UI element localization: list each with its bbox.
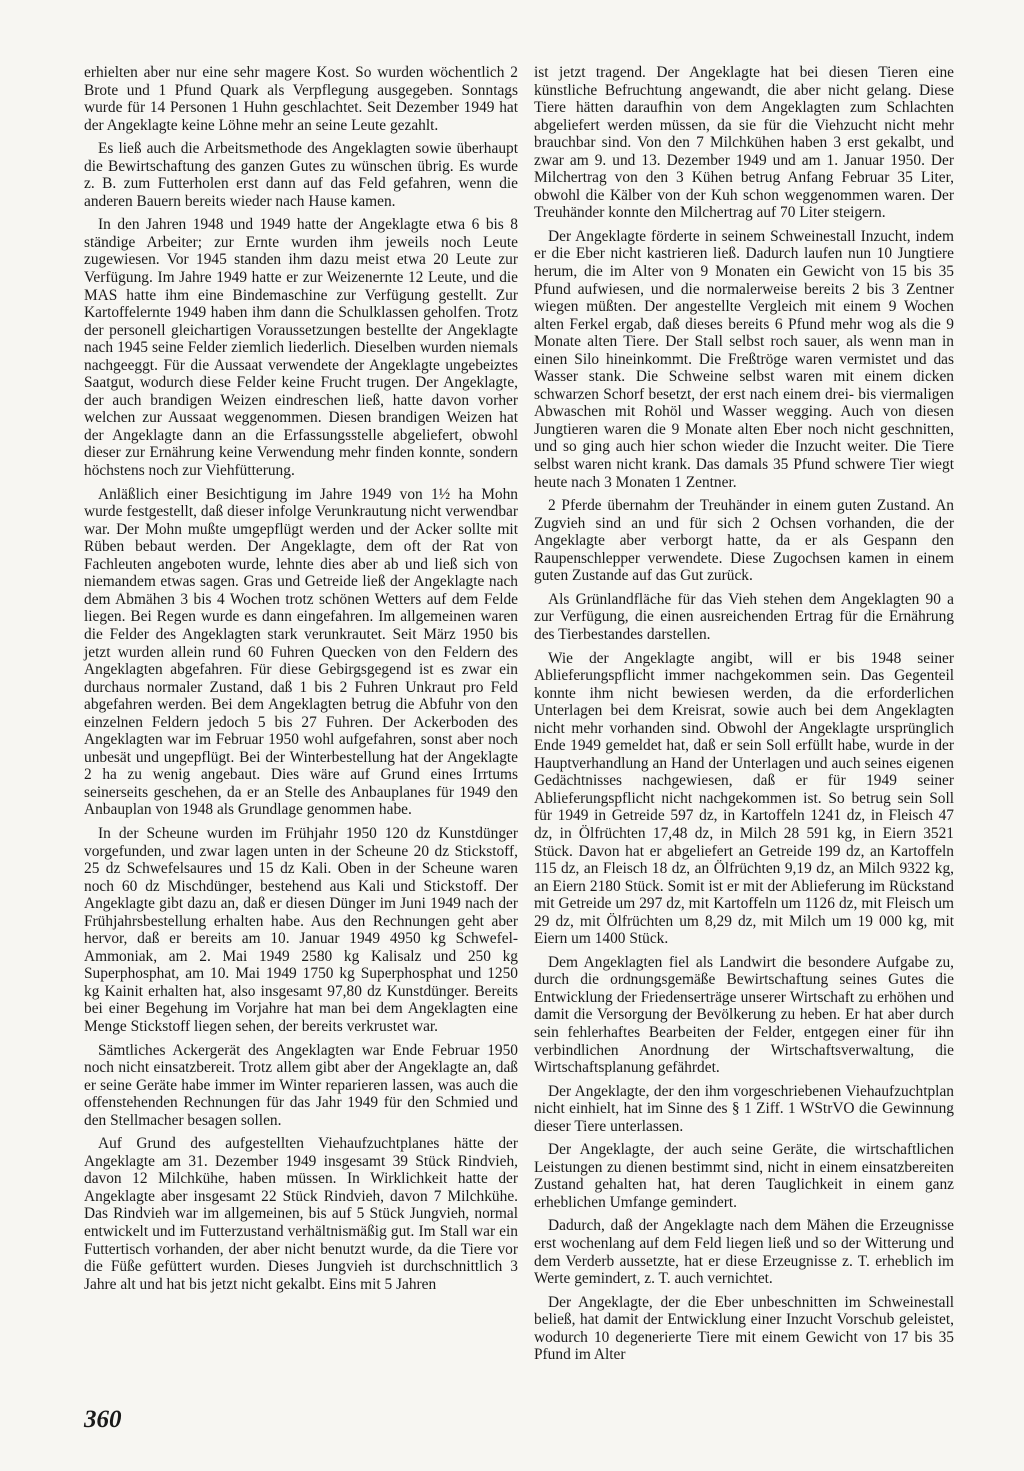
left-column	[84, 64, 518, 1299]
right-column	[534, 64, 954, 1370]
paragraph: 2 Pferde übernahm der Treuhänder in einem guten Zustand. An Zugvieh sind an und für sich 2 Ochsen vorhanden, die der Angeklagte aber verborgt hatte, da er als Gespann den Raupenschlepper verwendete. Diese Zugochsen kamen in einem guten Zustande auf das Gut zurück.	[534, 497, 954, 585]
paragraph: In den Jahren 1948 und 1949 hatte der Angeklagte etwa 6 bis 8 ständige Arbeiter; zur Ernte wurden ihm jeweils noch Leute zugewiesen. Vor 1945 standen ihm dazu meist etwa 20 Leute zur Verfügung. Im Jahre 1949 hatte er zur Weizenernte 12 Leute, und die MAS hatte ihm eine Bindemaschine zur Verfügung gestellt. Zur Kartoffelernte 1949 haben ihm dann die Schulklassen geholfen. Trotz der personell gleichartigen Voraussetzungen bestellte der Angeklagte nach 1945 seine Felder ziemlich liederlich. Dieselben wurden niemals nachgeeggt. Für die Aussaat verwendete der Angeklagte ungebeiztes Saatgut, wodurch diese Felder keine Frucht trugen. Der Angeklagte, der auch brandigen Weizen eindreschen ließ, hatte davon vorher welchen zur Aussaat weggenommen. Diesen brandigen Weizen hat der Angeklagte dann an die Erfassungsstelle abgeliefert, obwohl dieser zur Ernährung keine Verwendung mehr finden konnte, sondern höchstens noch zur Viehfütterung.	[84, 216, 518, 480]
page-number: 360	[84, 1406, 122, 1433]
paragraph: Sämtliches Ackergerät des Angeklagten war Ende Februar 1950 noch nicht einsatzbereit. Trotz allem gibt aber der Angeklagte an, daß er seine Geräte habe immer im Winter reparieren lassen, was auch die offenstehenden Rechnungen für das Jahr 1949 für den Schmied und den Stellmacher besagen sollen.	[84, 1041, 518, 1129]
paragraph: Es ließ auch die Arbeitsmethode des Angeklagten sowie überhaupt die Bewirtschaftung des ganzen Gutes zu wünschen übrig. Es wurde z. B. zum Futterholen erst dann auf das Feld gefahren, wenn die anderen Bauern bereits wieder nach Hause kamen.	[84, 140, 518, 210]
paragraph: Der Angeklagte, der die Eber unbeschnitten im Schweinestall beließ, hat damit der Entwicklung einer Inzucht Vorschub geleistet, wodurch 10 degenerierte Tiere mit einem Gewicht von 17 bis 35 Pfund im Alter	[534, 1293, 954, 1364]
paragraph: Der Angeklagte, der den ihm vorgeschriebenen Viehaufzuchtplan nicht einhielt, hat im Sinne des § 1 Ziff. 1 WStrVO die Gewinnung dieser Tiere unterlassen.	[534, 1082, 954, 1135]
paragraph: Als Grünlandfläche für das Vieh stehen dem Angeklagten 90 a zur Verfügung, die einen ausreichenden Ertrag für die Ernährung des Tierbestandes darstellen.	[534, 590, 954, 643]
paragraph: ist jetzt tragend. Der Angeklagte hat bei diesen Tieren eine künstliche Befruchtung angewandt, die aber nicht gelang. Diese Tiere hätten daraufhin von dem Angeklagten zum Schlachten abgeliefert werden müssen, da sie für die Viehzucht nicht mehr brauchbar sind. Von den 7 Milchkühen haben 3 erst gekalbt, und zwar am 9. und 13. Dezember 1949 und am 1. Januar 1950. Der Milchertrag von den 3 Kühen betrug Anfang Februar 35 Liter, obwohl die Kälber von der Kuh schon weggenommen waren. Der Treuhänder konnte den Milchertrag auf 70 Liter steigern.	[534, 64, 954, 222]
paragraph: Wie der Angeklagte angibt, will er bis 1948 seiner Ablieferungspflicht immer nachgekommen sein. Das Gegenteil konnte ihm nicht bewiesen werden, da die erforderlichen Unterlagen bei dem Kreisrat, sowie auch bei dem Angeklagten nicht mehr vorhanden sind. Obwohl der Angeklagte ursprünglich Ende 1949 gemeldet hat, daß er sein Soll erfüllt habe, wurde in der Hauptverhandlung an Hand der Unterlagen und auch seines eigenen Gedächtnisses nachgewiesen, daß er für 1949 seiner Ablieferungspflicht nicht nachgekommen ist. So betrug sein Soll für 1949 in Getreide 597 dz, in Kartoffeln 1241 dz, in Fleisch 47 dz, in Ölfrüchten 17,48 dz, in Milch 28 591 kg, in Eiern 3521 Stück. Davon hat er abgeliefert an Getreide 199 dz, an Kartoffeln 115 dz, an Fleisch 18 dz, an Ölfrüchten 9,19 dz, an Milch 9322 kg, an Eiern 2180 Stück. Somit ist er mit der Ablieferung im Rückstand mit Getreide um 297 dz, mit Kartoffeln um 1126 dz, mit Fleisch um 29 dz, mit Ölfrüchten um 8,29 dz, mit Milch um 19 000 kg, mit Eiern um 1400 Stück.	[534, 649, 954, 948]
paragraph: Anläßlich einer Besichtigung im Jahre 1949 von 1½ ha Mohn wurde festgestellt, daß dieser infolge Verunkrautung nicht verwendbar war. Der Mohn mußte umgepflügt werden und der Acker sollte mit Rüben bebaut werden. Der Angeklagte, dem oft der Rat von Fachleuten angeboten wurde, lehnte dies aber ab und ließ sich von niemandem etwas sagen. Gras und Getreide ließ der Angeklagte nach dem Abmähen 3 bis 4 Wochen trotz schönen Wetters auf dem Felde liegen. Bei Regen wurde es dann eingefahren. Im allgemeinen waren die Felder des Angeklagten stark verunkrautet. Seit März 1950 bis jetzt wurden allein rund 60 Fuhren Quecken von den Feldern des Angeklagten abgefahren. Für diese Gebirgsgegend ist es zwar ein durchaus normaler Zustand, daß 1 bis 2 Fuhren Unkraut pro Feld abgefahren werden. Bei dem Angeklagten betrug die Abfuhr von den einzelnen Feldern jedoch 5 bis 27 Fuhren. Der Ackerboden des Angeklagten war im Februar 1950 wohl aufgefahren, sonst aber noch unbesät und ungepflügt. Bei der Winterbestellung hat der Angeklagte 2 ha zu wenig angebaut. Dies wäre auf Grund eines Irrtums seinerseits geschehen, da er an Stelle des Anbauplanes für 1949 den Anbauplan von 1948 als Grundlage genommen habe.	[84, 485, 518, 819]
paragraph: Auf Grund des aufgestellten Viehaufzuchtplanes hätte der Angeklagte am 31. Dezember 1949 insgesamt 39 Stück Rindvieh, davon 12 Milchkühe, haben müssen. In Wirklichkeit hatte der Angeklagte aber insgesamt 22 Stück Rindvieh, davon 7 Milchkühe. Das Rindvieh war im allgemeinen, bis auf 5 Stück Jungvieh, normal entwickelt und im Futterzustand verhältnismäßig gut. Im Stall war ein Futtertisch vorhanden, der aber nicht benutzt wurde, da die Tiere vor die Füße gefüttert wurden. Dieses Jungvieh ist durchschnittlich 3 Jahre alt und hat bis jetzt nicht gekalbt. Eins mit 5 Jahren	[84, 1135, 518, 1293]
paragraph: In der Scheune wurden im Frühjahr 1950 120 dz Kunstdünger vorgefunden, und zwar lagen unten in der Scheune 20 dz Stickstoff, 25 dz Schwefelsaures und 15 dz Kali. Oben in der Scheune waren noch 60 dz Mischdünger, bestehend aus Kali und Stickstoff. Der Angeklagte gibt dazu an, daß er diesen Dünger im Juni 1949 nach der Frühjahrsbestellung erhalten habe. Aus den Rechnungen geht aber hervor, daß er bereits am 10. Januar 1949 4950 kg Schwefel-Ammoniak, am 2. Mai 1949 2580 kg Kalisalz und 250 kg Superphosphat, am 10. Mai 1949 1750 kg Superphosphat und 1250 kg Kainit erhalten hat, also insgesamt 97,80 dz Kunstdünger. Bereits bei einer Begehung im Vorjahre hat man bei dem Angeklagten eine Menge Stickstoff liegen sehen, der bereits verkrustet war.	[84, 824, 518, 1035]
paragraph: Der Angeklagte, der auch seine Geräte, die wirtschaftlichen Leistungen zu dienen bestimmt sind, nicht in einem einsatzbereiten Zustand gehalten hat, hat deren Tauglichkeit in einem ganz erheblichen Umfange gemindert.	[534, 1141, 954, 1211]
paragraph: Dem Angeklagten fiel als Landwirt die besondere Aufgabe zu, durch die ordnungsgemäße Bewirtschaftung seines Gutes die Entwicklung der Friedenserträge unserer Wirtschaft zu erhöhen und damit die Versorgung der Bevölkerung zu heben. Er hat aber durch sein fehlerhaftes Bearbeiten der Felder, entgegen einer für ihn verbindlichen Anordnung der Wirtschaftsverwaltung, die Wirtschaftsplanung gefährdet.	[534, 953, 954, 1077]
paragraph: Dadurch, daß der Angeklagte nach dem Mähen die Erzeugnisse erst wochenlang auf dem Feld liegen ließ und so der Witterung und dem Verderb aussetzte, hat er diese Erzeugnisse z. T. erheblich im Werte gemindert, z. T. auch vernichtet.	[534, 1217, 954, 1288]
paragraph: Der Angeklagte förderte in seinem Schweinestall Inzucht, indem er die Eber nicht kastrieren ließ. Dadurch laufen nun 10 Jungtiere herum, die im Alter von 9 Monaten ein Gewicht von 15 bis 35 Pfund aufwiesen, und die normalerweise bereits 2 bis 3 Zentner wiegen müßten. Der angestellte Vergleich mit einem 9 Wochen alten Ferkel ergab, daß dieses bereits 6 Pfund mehr wog als die 9 Monate alten Tiere. Der Stall selbst roch sauer, als wenn man in einen Silo hineinkommt. Die Freßtröge waren vermistet und das Wasser stank. Die Schweine selbst waren mit einem dicken schwarzen Schorf besetzt, der erst nach einem drei- bis viermaligen Abwaschen mit Rohöl und Wasser wegging. Auch von diesen Jungtieren waren die 9 Monate alten Eber noch nicht geschnitten, und so ging auch hier schon wieder die Inzucht weiter. Die Tiere selbst waren nicht krank. Das damals 35 Pfund schwere Tier wiegt heute nach 3 Monaten 1 Zentner.	[534, 227, 954, 491]
paragraph: erhielten aber nur eine sehr magere Kost. So wurden wöchentlich 2 Brote und 1 Pfund Quark als Verpflegung ausgegeben. Sonntags wurde für 14 Personen 1 Huhn geschlachtet. Seit Dezember 1949 hat der Angeklagte keine Löhne mehr an seine Leute gezahlt.	[84, 64, 518, 134]
